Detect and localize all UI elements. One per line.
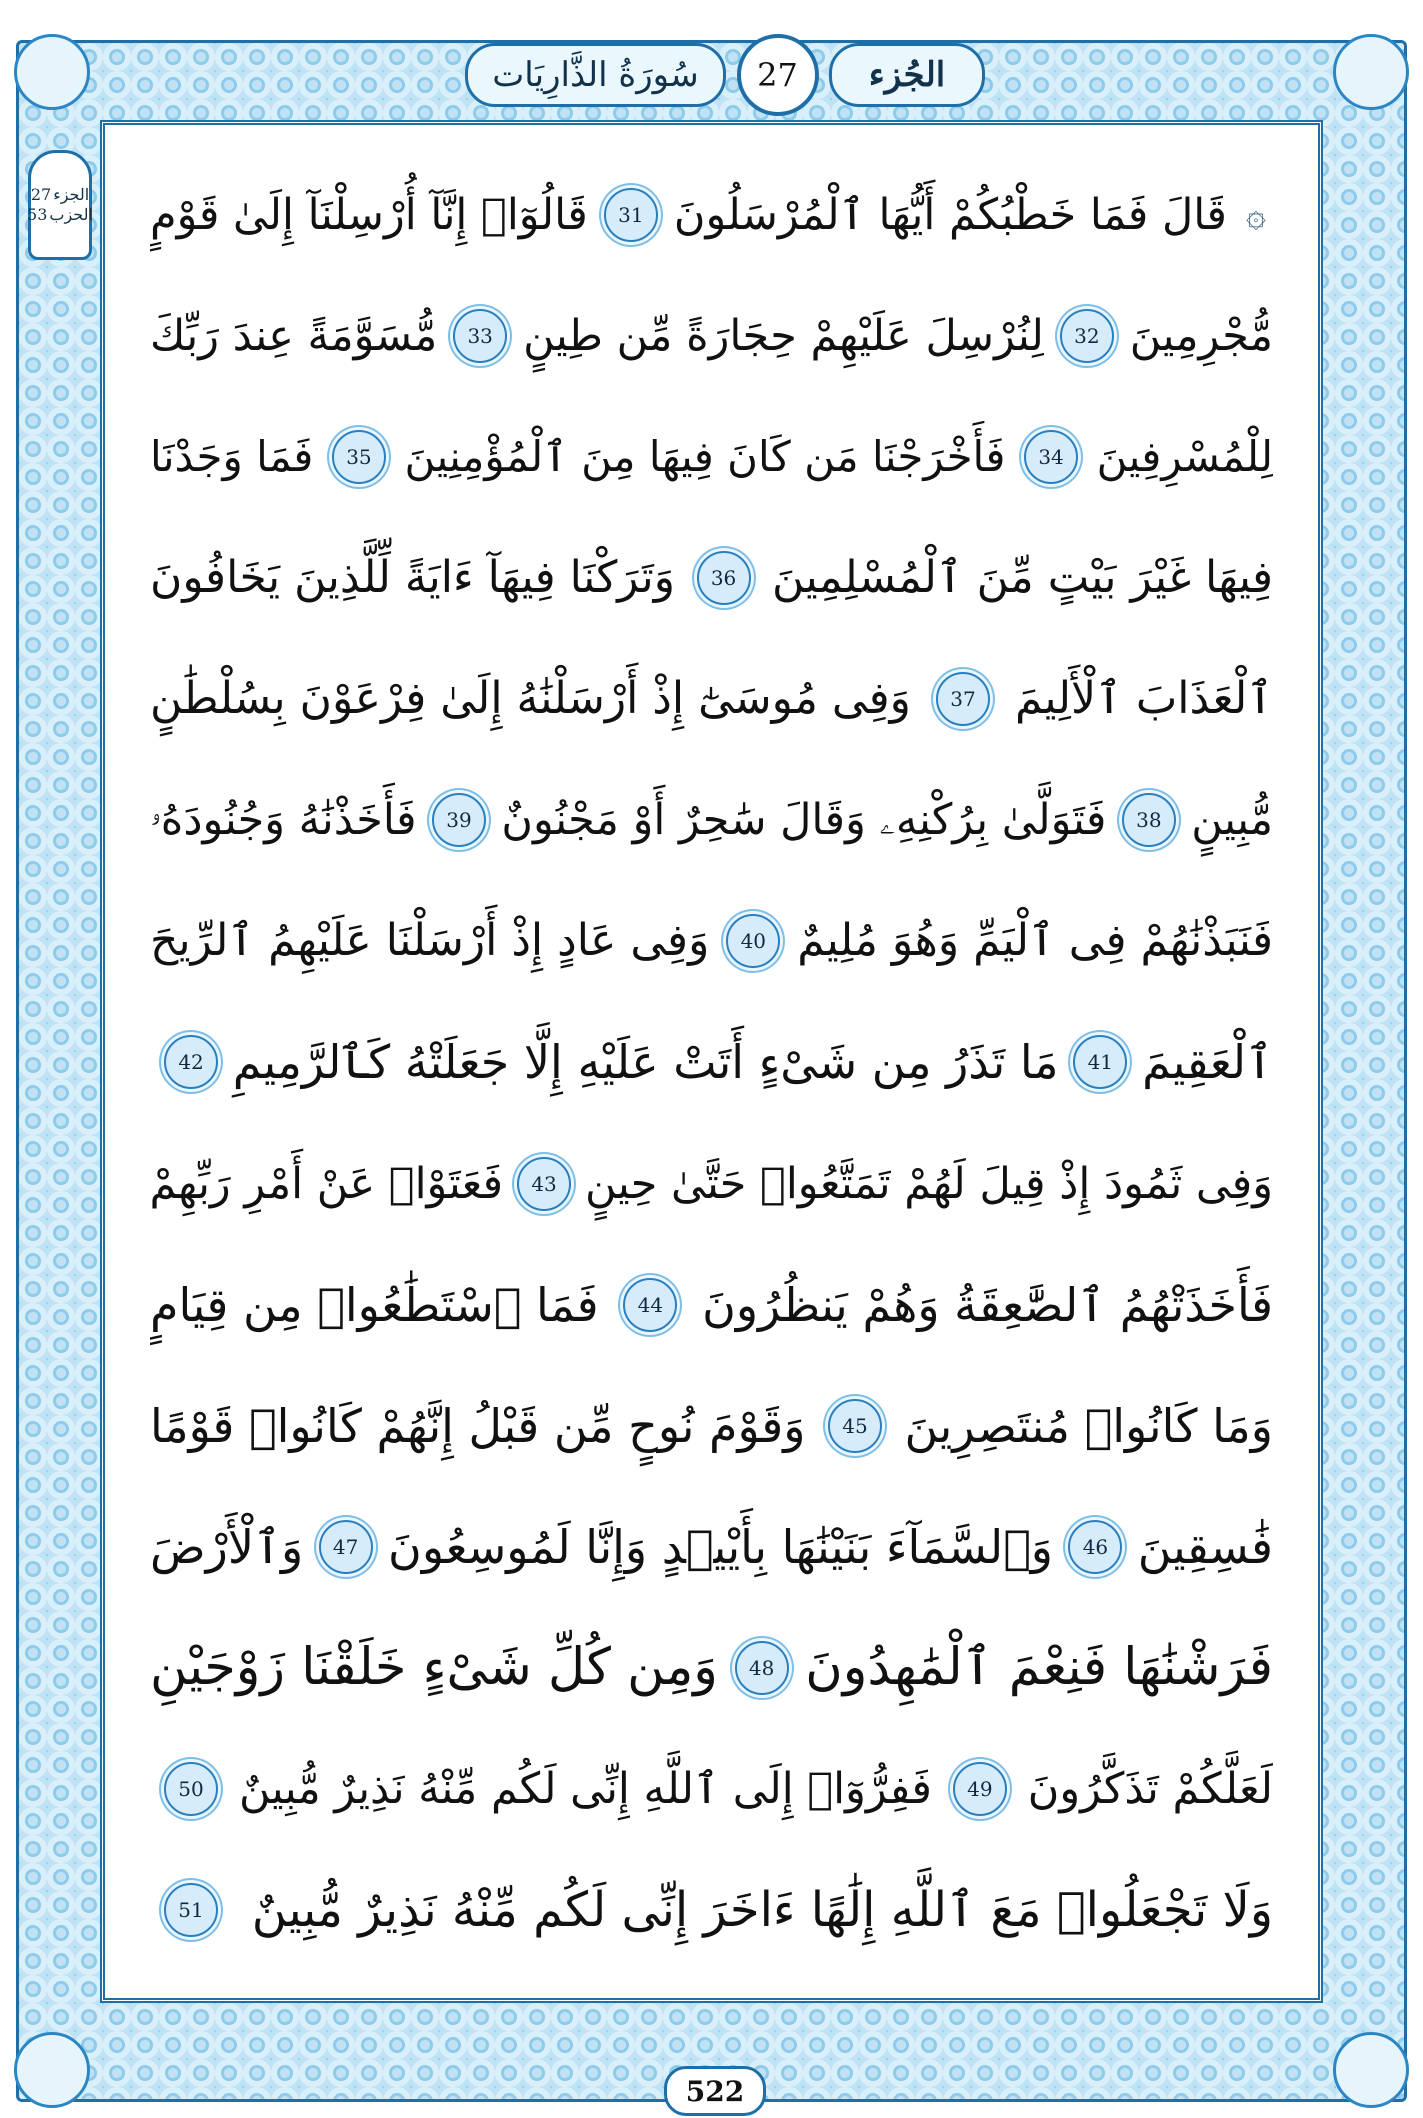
verse-text: فَمَا ٱسْتَطَٰعُوا۟ مِن قِيَامٍ (150, 1277, 599, 1332)
verse-text: وَمَا كَانُوا۟ مُنتَصِرِينَ (904, 1398, 1273, 1453)
ayah-number-marker: 33 (453, 309, 507, 363)
ayah-number-marker: 37 (936, 672, 990, 726)
juz-number-badge: 27 (737, 34, 819, 116)
verse-text: ٱلْعَذَابَ ٱلْأَلِيمَ (1015, 673, 1273, 725)
corner-ornament (14, 34, 90, 110)
text-line (150, 281, 1273, 391)
verse-text: مُّبِينٍ (1191, 795, 1273, 846)
text-line (150, 160, 1273, 270)
text-line (150, 1129, 1273, 1239)
verse-text: لِلْمُسْرِفِينَ (1096, 432, 1273, 482)
ayah-number-marker: 45 (828, 1399, 882, 1453)
page-number: 522 (664, 2066, 766, 2116)
text-line (150, 1250, 1273, 1360)
ayah-number-marker: 46 (1068, 1520, 1122, 1574)
text-line (150, 644, 1273, 754)
text-line (150, 1007, 1273, 1117)
text-line (150, 1855, 1273, 1965)
verse-text: وَفِى ثَمُودَ إِذْ قِيلَ لَهُمْ تَمَتَّعُوا۟ حَتَّىٰ حِينٍ (585, 1158, 1273, 1209)
verse-text: مُّجْرِمِينَ (1129, 311, 1273, 362)
ayah-number-marker: 38 (1122, 793, 1176, 847)
ayah-number-marker: 34 (1024, 430, 1078, 484)
ayah-number-marker: 35 (332, 430, 386, 484)
verse-text: وَفِى مُوسَىٰٓ إِذْ أَرْسَلْنَٰهُ إِلَىٰ فِرْعَوْنَ بِسُلْطَٰنٍ (150, 673, 911, 725)
verse-text: فَعَتَوْا۟ عَنْ أَمْرِ رَبِّهِمْ (150, 1158, 504, 1209)
ayah-number-marker: 39 (432, 793, 486, 847)
verse-text: وَقَوْمَ نُوحٍ مِّن قَبْلُ إِنَّهُمْ كَانُوا۟ قَوْمًا (150, 1398, 806, 1453)
verse-text: قَالُوٓا۟ إِنَّآ أُرْسِلْنَآ إِلَىٰ قَوْمٍ (150, 190, 588, 240)
side-hizb-number: 53 (27, 205, 48, 224)
verse-text: قَالَ فَمَا خَطْبُكُمْ أَيُّهَا ٱلْمُرْسَلُونَ (673, 190, 1227, 240)
ayah-number-marker: 31 (604, 188, 658, 242)
ayah-number-marker: 40 (726, 914, 780, 968)
ayah-number-marker: 36 (697, 551, 751, 605)
page-header (465, 36, 985, 114)
text-line (150, 402, 1273, 512)
verse-text: فَمَا وَجَدْنَا (150, 432, 314, 482)
ayah-number-marker: 44 (623, 1278, 677, 1332)
verse-text: فَتَوَلَّىٰ بِرُكْنِهِۦ وَقَالَ سَٰحِرٌ أَوْ مَجْنُونٌ (501, 795, 1107, 846)
corner-ornament (1333, 34, 1409, 110)
verse-text: وَٱلسَّمَآءَ بَنَيْنَٰهَا بِأَيْي۟دٍ وَإِنَّا لَمُوسِعُونَ (388, 1519, 1054, 1574)
verse-text: ٱلْعَقِيمَ (1142, 1035, 1273, 1090)
verse-text: وَلَا تَجْعَلُوا۟ مَعَ ٱللَّهِ إِلَٰهًا ءَاخَرَ إِنِّى لَكُم مِّنْهُ نَذِيرٌ مُّبِينٌ (251, 1881, 1273, 1938)
verse-text: فَأَخَذْنَٰهُ وَجُنُودَهُۥ (150, 795, 417, 846)
verse-text: وَٱلْأَرْضَ (150, 1519, 304, 1574)
text-line (150, 765, 1273, 875)
verse-text: مَا تَذَرُ مِن شَىْءٍ أَتَتْ عَلَيْهِ إِلَّا جَعَلَتْهُ كَٱلرَّمِيمِ (232, 1035, 1059, 1090)
verse-text: لَعَلَّكُمْ تَذَكَّرُونَ (1027, 1763, 1273, 1814)
surah-name: سُورَةُ الذَّارِيَات (465, 43, 726, 107)
text-line (150, 1492, 1273, 1602)
ayah-number-marker: 49 (953, 1762, 1007, 1816)
verse-text: فَفِرُّوٓا۟ إِلَى ٱللَّهِ إِنِّى لَكُم مِّنْهُ نَذِيرٌ مُّبِينٌ (238, 1763, 932, 1814)
verse-text: وَمِن كُلِّ شَىْءٍ خَلَقْنَا زَوْجَيْنِ (150, 1637, 718, 1697)
text-line (150, 1613, 1273, 1723)
ayah-number-marker: 48 (735, 1641, 789, 1695)
ayah-number-marker: 50 (164, 1762, 218, 1816)
text-line (150, 886, 1273, 996)
verse-text: وَفِى عَادٍ إِذْ أَرْسَلْنَا عَلَيْهِمُ ٱلرِّيحَ (150, 915, 710, 967)
verse-text: فَٰسِقِينَ (1137, 1519, 1273, 1574)
ayah-number-marker: 42 (164, 1035, 218, 1089)
side-hizb-label: الحزب (49, 205, 93, 224)
ayah-number-marker: 41 (1073, 1035, 1127, 1089)
verse-text: فَرَشْنَٰهَا فَنِعْمَ ٱلْمَٰهِدُونَ (805, 1637, 1273, 1697)
verse-text: وَتَرَكْنَا فِيهَآ ءَايَةً لِّلَّذِينَ يَخَافُونَ (150, 552, 676, 604)
verse-text: لِنُرْسِلَ عَلَيْهِمْ حِجَارَةً مِّن طِينٍ (523, 311, 1044, 362)
ayah-number-marker: 51 (164, 1883, 218, 1937)
ayah-number-marker: 43 (517, 1157, 571, 1211)
side-juz-number: 27 (30, 185, 52, 205)
side-juz-label: الجزء (53, 185, 90, 205)
ayah-number-marker: 47 (319, 1520, 373, 1574)
juz-hizb-marker (28, 150, 92, 260)
verse-text: فَنَبَذْنَٰهُمْ فِى ٱلْيَمِّ وَهُوَ مُلِيمٌ (797, 915, 1273, 967)
quran-text-body (150, 160, 1273, 1965)
verse-text: فَأَخَذَتْهُمُ ٱلصَّٰعِقَةُ وَهُمْ يَنظُرُونَ (702, 1277, 1273, 1332)
text-line (150, 523, 1273, 633)
ayah-number-marker: 32 (1060, 309, 1114, 363)
verse-text: فِيهَا غَيْرَ بَيْتٍ مِّنَ ٱلْمُسْلِمِينَ (772, 552, 1273, 604)
text-line (150, 1734, 1273, 1844)
juz-label: الجُزء (829, 43, 985, 107)
corner-ornament (14, 2032, 90, 2108)
rub-el-hizb-icon: ۞ (1246, 195, 1266, 235)
corner-ornament (1333, 2032, 1409, 2108)
verse-text: مُّسَوَّمَةً عِندَ رَبِّكَ (150, 311, 438, 362)
text-line (150, 1371, 1273, 1481)
verse-text: فَأَخْرَجْنَا مَن كَانَ فِيهَا مِنَ ٱلْمُؤْمِنِينَ (404, 432, 1006, 482)
